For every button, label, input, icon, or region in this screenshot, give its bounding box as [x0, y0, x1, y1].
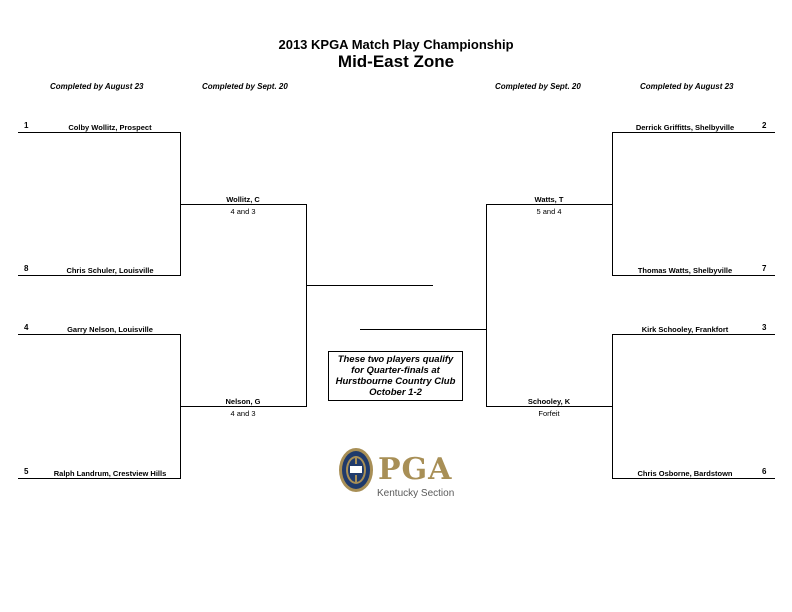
note-line: Hurstbourne Country Club	[335, 376, 456, 387]
pga-crest-icon	[338, 447, 374, 493]
qualification-note	[328, 351, 463, 401]
bracket-line	[18, 334, 180, 335]
bracket-line	[306, 285, 433, 286]
bracket-line	[360, 329, 487, 330]
match-score: 4 and 3	[230, 207, 256, 216]
seed-number: 4	[24, 323, 29, 332]
bracket-line	[486, 204, 613, 205]
bracket-line	[18, 132, 180, 133]
match-score: Forfeit	[538, 409, 560, 418]
bracket-line	[486, 406, 613, 407]
bracket-line	[612, 275, 775, 276]
note-line: October 1-2	[369, 387, 422, 398]
player-name: Chris Osborne, Bardstown	[637, 469, 733, 478]
bracket-line	[612, 132, 775, 133]
bracket-line	[180, 204, 306, 205]
seed-number: 3	[762, 323, 767, 332]
winner-name: Wollitz, C	[226, 195, 260, 204]
player-name: Ralph Landrum, Crestview Hills	[53, 469, 167, 478]
note-line: These two players qualify	[337, 354, 454, 365]
match-score: 4 and 3	[230, 409, 256, 418]
seed-number: 2	[762, 121, 767, 130]
kentucky-section-label: Kentucky Section	[377, 488, 455, 499]
player-name: Kirk Schooley, Frankfort	[641, 325, 729, 334]
player-name: Garry Nelson, Louisville	[67, 325, 153, 334]
winner-name: Watts, T	[534, 195, 564, 204]
seed-number: 7	[762, 264, 767, 273]
winner-name: Nelson, G	[225, 397, 261, 406]
column-header-right-round2: Completed by Sept. 20	[495, 82, 581, 91]
column-header-left-round2: Completed by Sept. 20	[202, 82, 288, 91]
player-name: Derrick Griffitts, Shelbyville	[635, 123, 735, 132]
tournament-title: 2013 KPGA Match Play Championship	[278, 37, 514, 52]
pga-wordmark: PGA	[378, 452, 453, 487]
column-header-left-round1: Completed by August 23	[50, 82, 144, 91]
player-name: Chris Schuler, Louisville	[66, 266, 154, 275]
bracket-line	[486, 204, 487, 407]
column-header-right-round1: Completed by August 23	[640, 82, 734, 91]
seed-number: 8	[24, 264, 29, 273]
winner-name: Schooley, K	[527, 397, 571, 406]
note-line: for Quarter-finals at	[351, 365, 440, 376]
seed-number: 6	[762, 467, 767, 476]
player-name: Thomas Watts, Shelbyville	[637, 266, 733, 275]
bracket-line	[306, 204, 307, 407]
bracket-line	[18, 275, 180, 276]
seed-number: 1	[24, 121, 29, 130]
bracket-line	[180, 406, 306, 407]
player-name: Colby Wollitz, Prospect	[68, 123, 152, 132]
seed-number: 5	[24, 467, 29, 476]
bracket-line	[612, 334, 775, 335]
match-score: 5 and 4	[536, 207, 562, 216]
zone-title: Mid-East Zone	[337, 52, 455, 71]
bracket-line	[612, 478, 775, 479]
bracket-line	[18, 478, 180, 479]
